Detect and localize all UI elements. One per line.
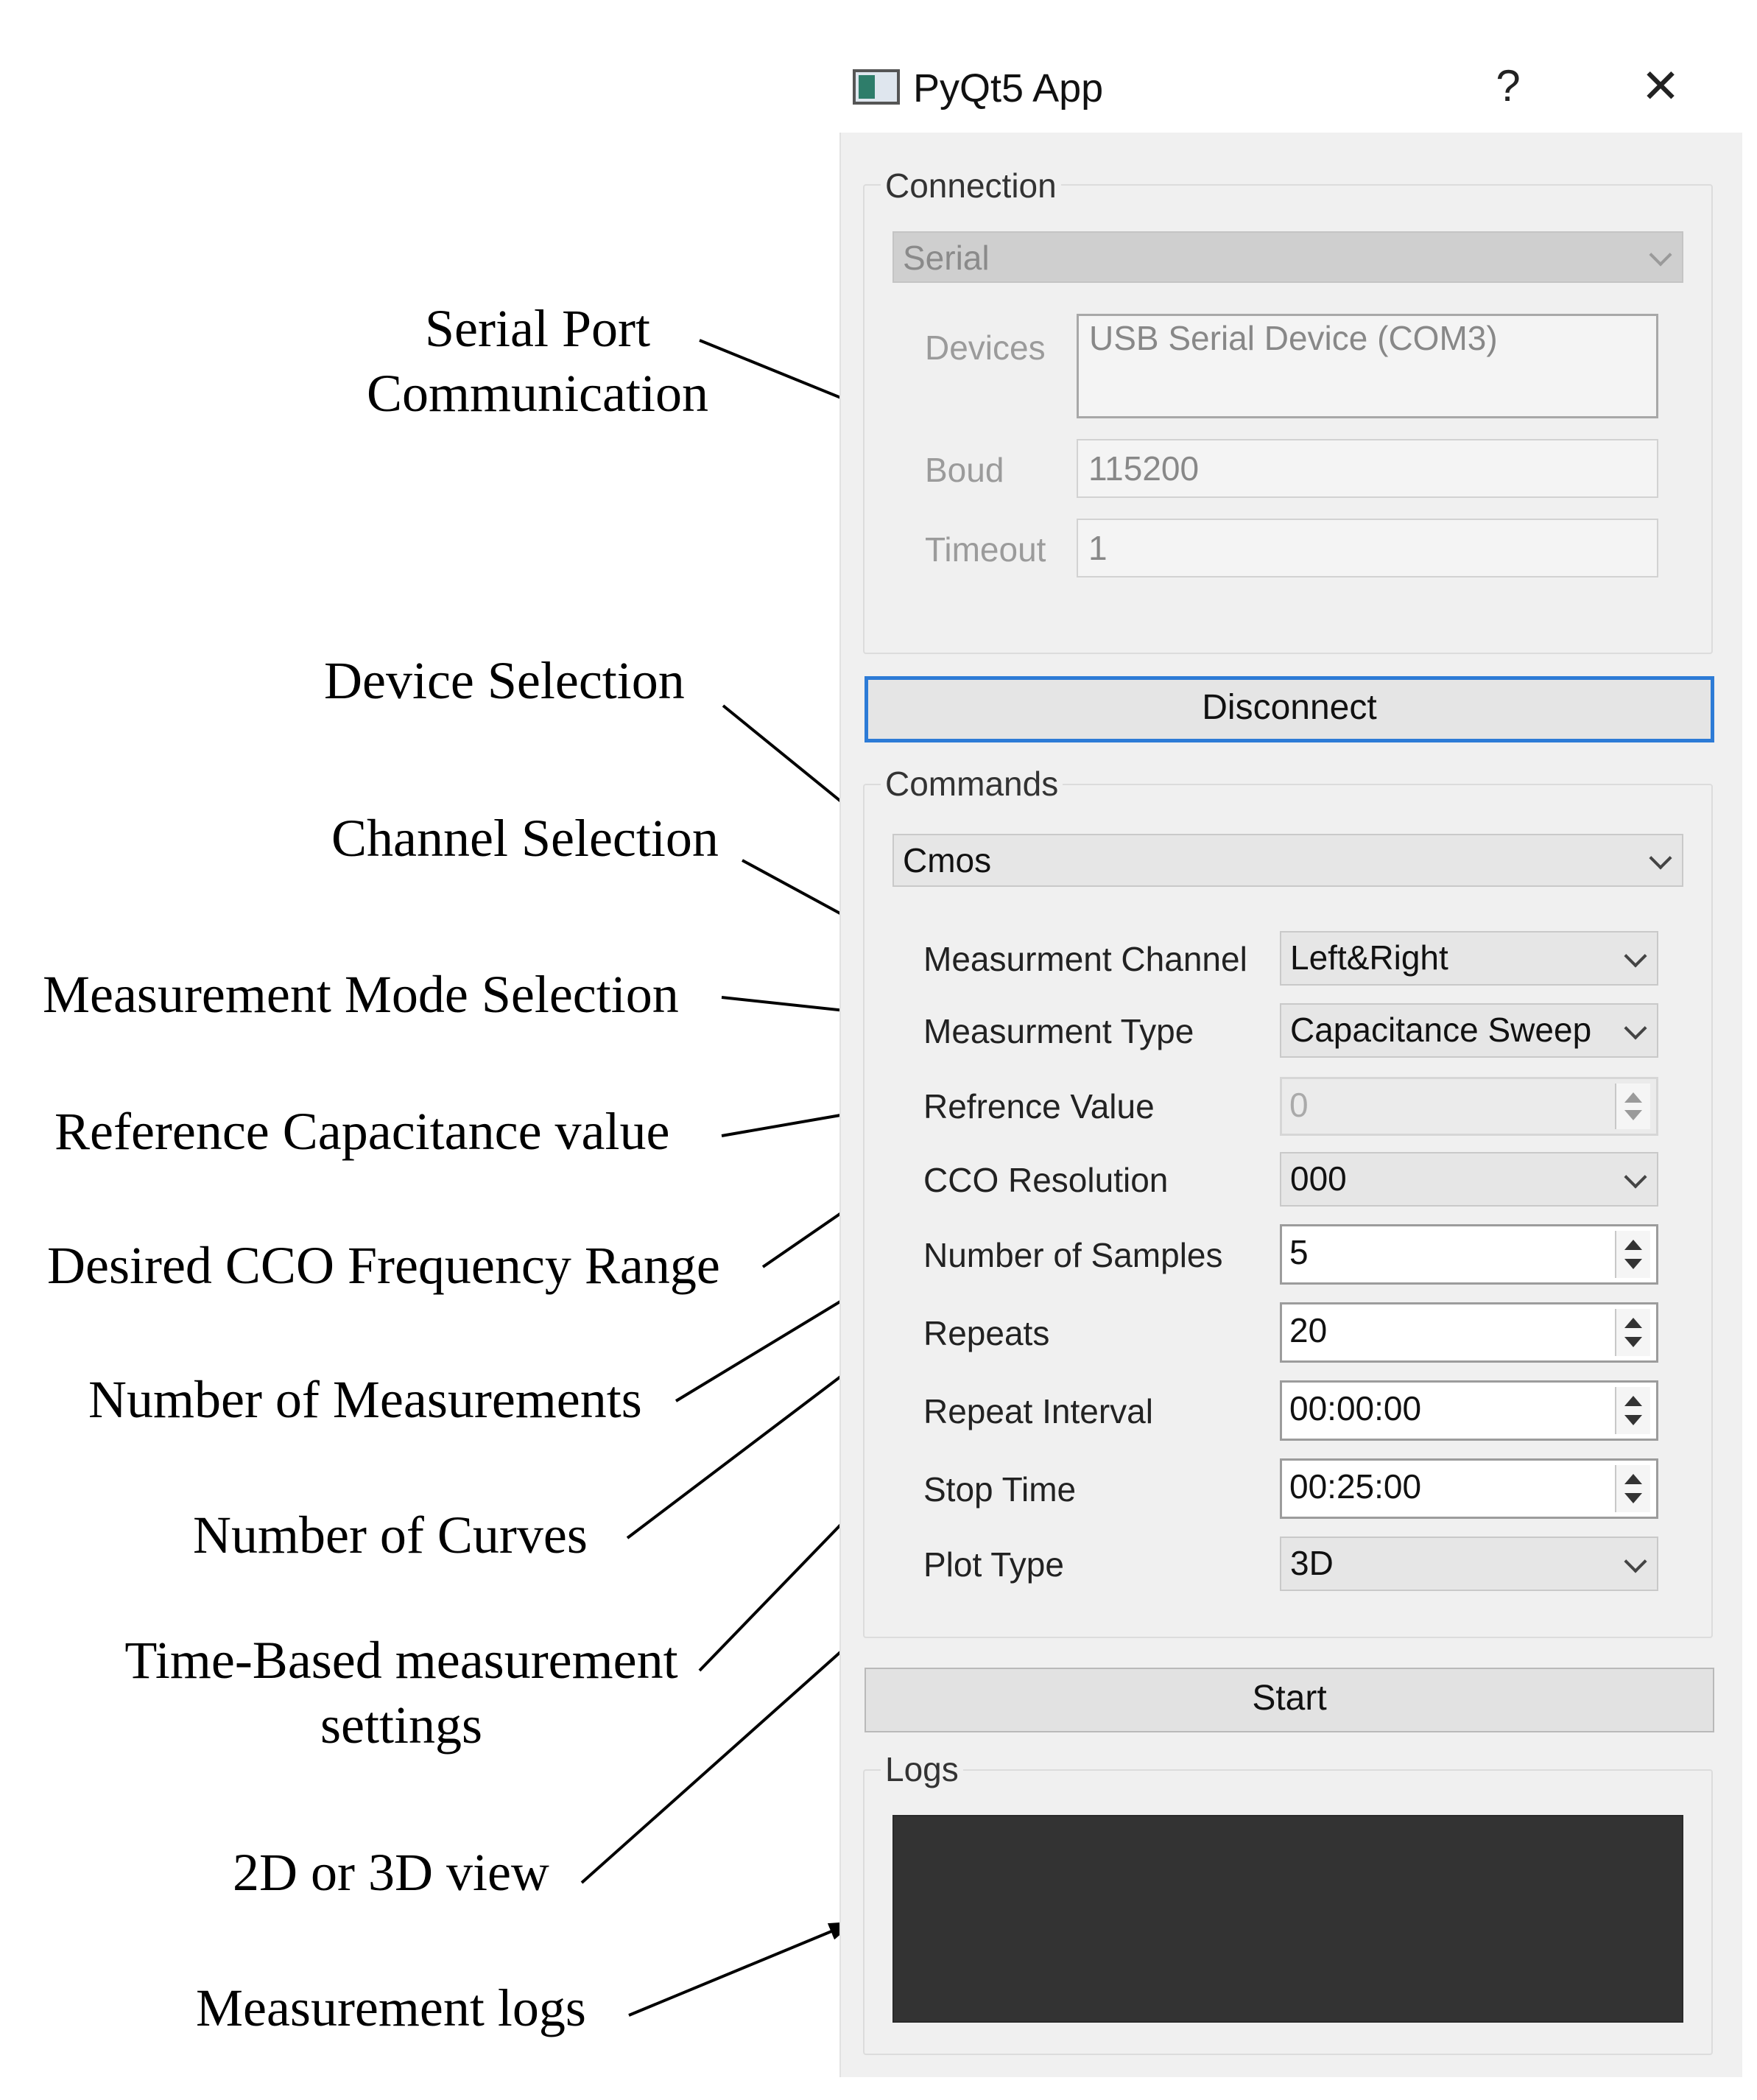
measurement-type-value: Capacitance Sweep <box>1290 1011 1592 1049</box>
commands-group-label: Commands <box>881 763 1063 804</box>
chevron-down-icon <box>1649 243 1672 266</box>
repeats-spinbox[interactable] <box>1280 1302 1658 1363</box>
spin-down-icon[interactable] <box>1624 1415 1642 1425</box>
repeats-label: Repeats <box>923 1314 1050 1352</box>
cco-resolution-value: 000 <box>1290 1159 1347 1198</box>
measurement-channel-select[interactable] <box>1280 931 1658 986</box>
arrow-measurement-logs <box>629 1922 853 2015</box>
spin-buttons[interactable] <box>1615 1231 1650 1278</box>
annotation-2d-3d-view: 2D or 3D view <box>233 1843 549 1902</box>
measurement-channel-label: Measurment Channel <box>923 940 1247 978</box>
reference-value: 0 <box>1289 1086 1309 1124</box>
measurement-type-label: Measurment Type <box>923 1012 1194 1050</box>
measurement-channel-value: Left&Right <box>1290 938 1448 977</box>
chevron-down-icon <box>1624 1016 1647 1039</box>
connection-type-select[interactable] <box>892 231 1683 283</box>
annotation-measurement-logs: Measurement logs <box>196 1978 586 2037</box>
annotation-channel-selection: Channel Selection <box>331 809 719 868</box>
reference-value-label: Refrence Value <box>923 1087 1155 1125</box>
spin-buttons[interactable] <box>1615 1465 1650 1512</box>
start-button[interactable]: Start <box>865 1668 1714 1732</box>
timeout-field[interactable] <box>1077 519 1658 577</box>
reference-value-spinbox[interactable] <box>1280 1077 1658 1136</box>
repeat-interval-value: 00:00:00 <box>1289 1389 1422 1427</box>
boud-value: 115200 <box>1088 449 1200 488</box>
spin-up-icon[interactable] <box>1624 1092 1642 1103</box>
logs-output-area[interactable] <box>892 1815 1683 2023</box>
plot-type-select[interactable] <box>1280 1537 1658 1591</box>
chevron-down-icon <box>1624 1165 1647 1188</box>
spin-up-icon[interactable] <box>1624 1396 1642 1406</box>
spin-down-icon[interactable] <box>1624 1493 1642 1503</box>
plot-type-value: 3D <box>1290 1544 1334 1582</box>
spin-buttons[interactable] <box>1615 1387 1650 1434</box>
number-of-samples-label: Number of Samples <box>923 1236 1223 1274</box>
spin-buttons[interactable] <box>1615 1084 1650 1129</box>
device-select-value: Cmos <box>903 841 992 879</box>
annotation-serial-port-line2: Communication <box>367 364 708 423</box>
logs-group-label: Logs <box>881 1749 963 1790</box>
annotation-time-based-line2: settings <box>320 1696 482 1755</box>
repeats-value: 20 <box>1289 1311 1328 1349</box>
measurement-type-select[interactable] <box>1280 1003 1658 1058</box>
annotation-measurement-mode: Measurement Mode Selection <box>43 965 679 1024</box>
spin-up-icon[interactable] <box>1624 1318 1642 1328</box>
annotation-reference-capacitance: Reference Capacitance value <box>54 1102 670 1161</box>
cco-resolution-select[interactable] <box>1280 1152 1658 1207</box>
title-bar <box>839 44 1741 133</box>
close-button[interactable]: ✕ <box>1641 60 1680 113</box>
connection-type-value: Serial <box>903 239 990 277</box>
cco-resolution-label: CCO Resolution <box>923 1161 1169 1199</box>
devices-label: Devices <box>925 329 1046 367</box>
device-select[interactable] <box>892 834 1683 887</box>
stop-time-label: Stop Time <box>923 1470 1077 1509</box>
stop-time-spinbox[interactable] <box>1280 1458 1658 1519</box>
annotation-number-of-measurements: Number of Measurements <box>88 1370 642 1429</box>
spin-down-icon[interactable] <box>1624 1337 1642 1347</box>
connection-group-label: Connection <box>881 165 1061 206</box>
chevron-down-icon <box>1624 1550 1647 1573</box>
spin-up-icon[interactable] <box>1624 1240 1642 1250</box>
devices-field[interactable] <box>1077 314 1658 418</box>
number-of-samples-spinbox[interactable] <box>1280 1224 1658 1285</box>
spin-buttons[interactable] <box>1615 1309 1650 1356</box>
disconnect-button[interactable]: Disconnect <box>865 676 1714 742</box>
plot-type-label: Plot Type <box>923 1545 1064 1584</box>
stop-time-value: 00:25:00 <box>1289 1467 1422 1506</box>
repeat-interval-spinbox[interactable] <box>1280 1380 1658 1441</box>
number-of-samples-value: 5 <box>1289 1233 1309 1271</box>
repeat-interval-label: Repeat Interval <box>923 1392 1153 1430</box>
chevron-down-icon <box>1624 944 1647 967</box>
annotation-time-based-line1: Time-Based measurement <box>124 1631 678 1690</box>
boud-field[interactable] <box>1077 439 1658 498</box>
window-title: PyQt5 App <box>913 66 1104 110</box>
annotation-cco-frequency: Desired CCO Frequency Range <box>47 1236 720 1295</box>
app-window <box>839 44 1741 2077</box>
spin-down-icon[interactable] <box>1624 1110 1642 1120</box>
boud-label: Boud <box>925 451 1004 489</box>
spin-up-icon[interactable] <box>1624 1474 1642 1484</box>
spin-down-icon[interactable] <box>1624 1259 1642 1269</box>
devices-value: USB Serial Device (COM3) <box>1089 319 1498 357</box>
timeout-value: 1 <box>1088 529 1108 567</box>
window-client-area <box>839 133 1742 2077</box>
timeout-label: Timeout <box>925 530 1046 569</box>
annotation-device-selection: Device Selection <box>324 651 685 710</box>
help-button[interactable]: ? <box>1496 61 1521 110</box>
app-window-icon <box>853 69 900 105</box>
chevron-down-icon <box>1649 846 1672 869</box>
annotation-serial-port-line1: Serial Port <box>425 299 650 358</box>
annotation-number-of-curves: Number of Curves <box>193 1506 588 1565</box>
